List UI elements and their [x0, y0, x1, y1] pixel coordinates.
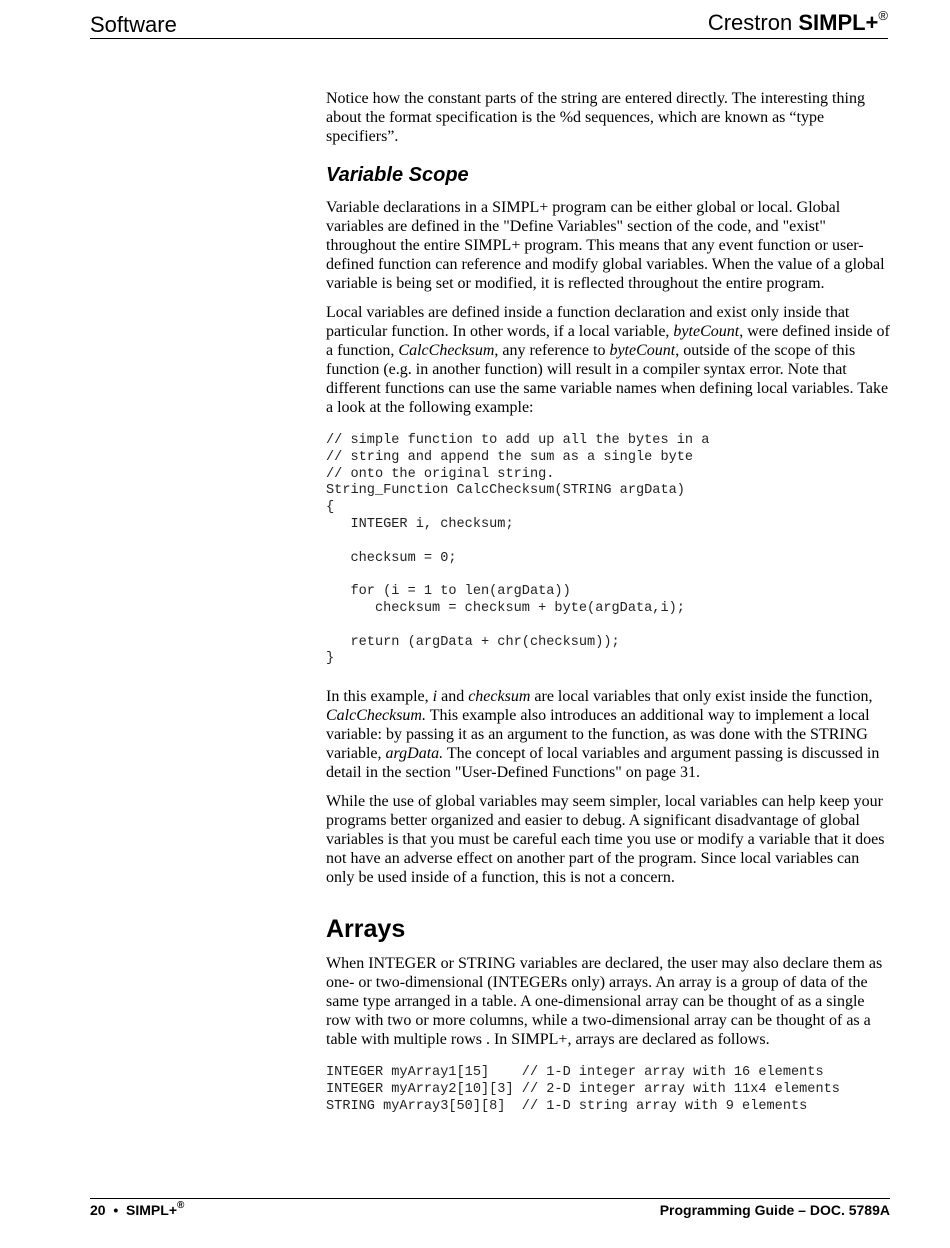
text-run: This example also introduces an additional way to implement a local variable: by passing it as an argument to the function, as was done with the STRING variable,: [326, 707, 870, 763]
italic-term: CalcChecksum.: [326, 707, 426, 725]
text-run: are local variables that only exist inside the function,: [530, 688, 873, 706]
italic-term: i: [432, 688, 438, 706]
text-run: , were defined inside of a function,: [326, 323, 890, 359]
intro-paragraph: Notice how the constant parts of the string are entered directly. The interesting thing about the format specification is the %d sequences, which are known as “type specifiers”.: [326, 90, 865, 145]
header-section-title: Software: [90, 12, 177, 37]
arrays-heading: Arrays: [326, 915, 406, 944]
text-run: In this example,: [326, 688, 433, 706]
header-brand-mark: ®: [878, 8, 888, 23]
global-variables-paragraph: While the use of global variables may seem simpler, local variables can help keep your programs better organized and easier to debug. A significant disadvantage of global variables is that you must be careful each time you use or modify a variable that it does not have an adverse effect on another part of the program. Since local variables can only be used inside of a function, this is not a concern.: [326, 793, 885, 887]
italic-term: argData.: [385, 745, 444, 763]
italic-term: CalcChecksum: [398, 342, 495, 359]
page-number: 20: [90, 1202, 106, 1218]
text-run: Local variables are defined inside a function declaration and exist only inside that particular function. In other words, if a local variable,: [326, 304, 850, 340]
italic-term: byteCount: [673, 323, 740, 340]
example-explanation-paragraph: [326, 687, 891, 782]
arrays-paragraph: When INTEGER or STRING variables are declared, the user may also declare them as one- or two-dimensional (INTEGERs only) arrays. An array is a group of data of the same type arranged in a table. A one-dimensional array can be thought of as a single row with two or more columns, while a two-dimensional array can be thought of as a table with multiple rows . In SIMPL+, arrays are declared as follows.: [326, 955, 883, 1049]
variable-scope-heading: Variable Scope: [326, 164, 469, 186]
scope-paragraph-2: [326, 303, 891, 417]
text-run: and: [437, 688, 469, 706]
header-brand-prefix: Crestron: [707, 10, 799, 35]
array-declarations-code: INTEGER myArray1[15] // 1-D integer array with 16 elements INTEGER myArray2[10][3] // 2-D integer array with 11x4 elements STRING myArray3[50][8] // 1-D string array with 9 elements: [326, 1065, 840, 1114]
footer-product-mark: ®: [177, 1200, 185, 1211]
footer-doc-title: Programming Guide – DOC. 5789A: [659, 1202, 890, 1218]
header-brand: [708, 10, 888, 36]
text-run: , outside of the scope of this function (e.g. in another function) will result in a compiler syntax error. Note that different functions can use the same variable names when defining local variables. Take a look at the following example:: [326, 342, 889, 416]
italic-term: checksum: [468, 688, 531, 706]
page-content: [326, 89, 891, 1135]
header-brand-product: SIMPL+: [798, 10, 879, 35]
footer-bullet: •: [113, 1202, 119, 1218]
header-rule: [90, 38, 888, 39]
footer-page-label: [90, 1202, 184, 1218]
text-run: , any reference to: [494, 342, 610, 359]
italic-term: byteCount: [609, 342, 676, 359]
footer-product: SIMPL+: [126, 1202, 178, 1218]
text-run: The concept of local variables and argument passing is discussed in detail in the section "User-Defined Functions" on page 31.: [326, 745, 880, 782]
checksum-code-example: // simple function to add up all the bytes in a // string and append the sum as a single byte // onto the original string. String_Function CalcChecksum(STRING argData) { INTEGER i, checksum; checksum = 0; for (i = 1 to len(argData)) checksum = checksum + byte(argData,i); return (argData + chr(checksum)); }: [326, 433, 710, 667]
scope-paragraph-1: Variable declarations in a SIMPL+ program can be either global or local. Global variables are defined in the "Define Variables" section of the code, and "exist" throughout the entire SIMPL+ program. This means that any event function or user-defined function can reference and modify global variables. When the value of a global variable is being set or modified, it is reflected throughout the entire program.: [326, 199, 885, 292]
footer-rule: [90, 1198, 890, 1199]
